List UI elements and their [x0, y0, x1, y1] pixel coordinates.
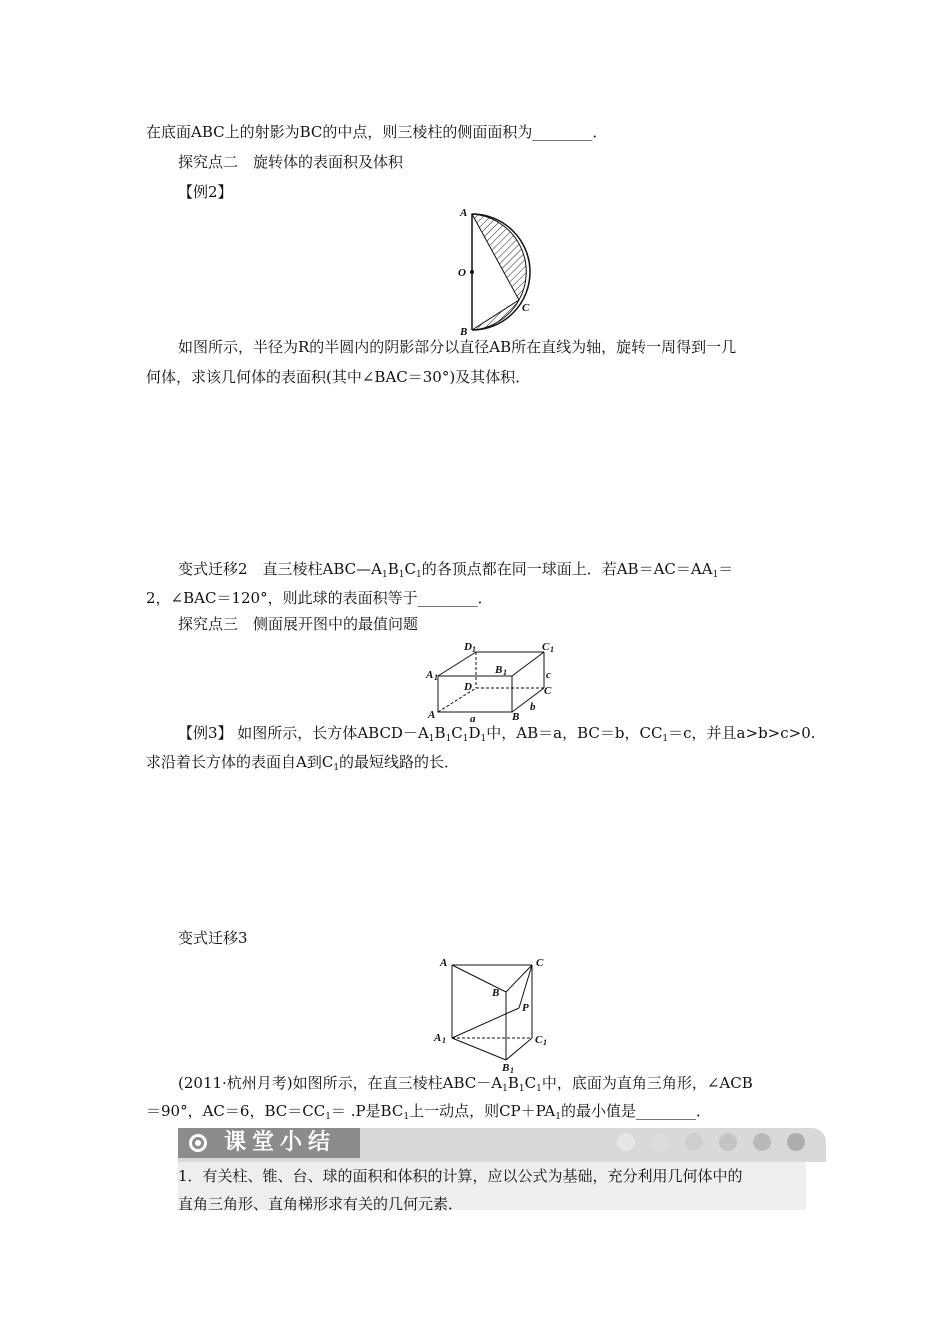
- summary-text-2: 直角三角形、直角梯形求有关的几何元素．: [178, 1195, 464, 1213]
- variant-2-text-2: 2，∠BAC＝120°，则此球的表面积等于________．: [146, 589, 493, 607]
- label-C: C: [522, 302, 530, 314]
- example-2-text-1: 如图所示，半径为R的半圆内的阴影部分以直径AB所在直线为轴，旋转一周得到一几: [178, 338, 737, 356]
- example-2-text-2: 何体，求该几何体的表面积(其中∠BAC＝30°)及其体积．: [146, 368, 531, 386]
- decor-dot-icon: [617, 1133, 635, 1151]
- label-c: c: [546, 669, 551, 681]
- decor-dot-icon: [651, 1133, 669, 1151]
- example-3-text-2: 求沿着长方体的表面自A到$C_1$的最短线路的长．: [146, 753, 460, 773]
- label-b: b: [530, 701, 536, 713]
- decor-dot-icon: [719, 1133, 737, 1151]
- target-icon: [189, 1134, 207, 1152]
- svg-text:1: 1: [543, 1038, 547, 1047]
- label-A1: A: [426, 669, 434, 681]
- label-B: B: [492, 987, 500, 999]
- svg-text:1: 1: [550, 645, 554, 654]
- decor-dot-icon: [787, 1133, 805, 1151]
- label-C: C: [536, 957, 544, 969]
- example-3-text-1: 【例3】 如图所示，长方体$ABCD-A_1B_1C_1D_1$中，AB＝a，BC＝b，$CC_1=c$，并且a>b>c>0.: [178, 724, 816, 744]
- decor-dot-icon: [753, 1133, 771, 1151]
- variant-3-text-2: ＝90°，AC＝6，$BC=CC_1= .P$是$BC_1$上一动点，则$CP+PA_1$的最小值是________．: [146, 1102, 711, 1122]
- label-B1: B: [502, 1062, 510, 1074]
- prism-figure: [432, 952, 556, 1074]
- cuboid-figure: [424, 640, 564, 724]
- label-A1: A: [434, 1032, 442, 1044]
- summary-title: 课堂小结: [224, 1130, 337, 1155]
- label-B: B: [460, 326, 468, 337]
- label-A: A: [460, 207, 468, 219]
- label-C1: C: [535, 1034, 543, 1046]
- svg-text:1: 1: [442, 1036, 446, 1045]
- summary-text-1: 1．有关柱、锥、台、球的面积和体积的计算，应以公式为基础，充分利用几何体中的: [178, 1167, 743, 1185]
- svg-text:1: 1: [503, 668, 507, 677]
- text-line-1: 在底面ABC上的射影为BC的中点，则三棱柱的侧面面积为________．: [146, 123, 608, 141]
- section-heading-2: 探究点二 旋转体的表面积及体积: [178, 153, 404, 171]
- label-D1: D: [464, 641, 472, 653]
- label-C: C: [544, 685, 552, 697]
- variant-2-text-1: 变式迁移2 直三棱柱$ABC—A_1B_1C_1$的各顶点都在同一球面上．若$AB=AC=AA_1=$: [178, 560, 734, 580]
- label-B1: B: [495, 664, 503, 676]
- label-D: D: [464, 681, 472, 693]
- variant-3-label: 变式迁移3: [178, 929, 248, 947]
- label-P: P: [522, 1002, 529, 1014]
- decor-dot-icon: [685, 1133, 703, 1151]
- label-A: A: [428, 709, 436, 721]
- shaded-region: [472, 214, 526, 300]
- example-2-label: 【例2】: [178, 183, 233, 201]
- label-a: a: [470, 713, 476, 724]
- label-O: O: [458, 267, 466, 279]
- semicircle-figure: [452, 205, 542, 337]
- label-C1: C: [542, 641, 550, 653]
- label-A: A: [440, 957, 448, 969]
- label-B: B: [512, 711, 520, 723]
- svg-text:1: 1: [510, 1066, 514, 1074]
- svg-text:1: 1: [472, 645, 476, 654]
- section-heading-3: 探究点三 侧面展开图中的最值问题: [178, 615, 419, 633]
- variant-3-text-1: (2011·杭州月考)如图所示，在直三棱柱$ABC-A_1B_1C_1$中，底面为直角三角形，∠ACB: [178, 1074, 753, 1094]
- svg-text:1: 1: [434, 673, 438, 682]
